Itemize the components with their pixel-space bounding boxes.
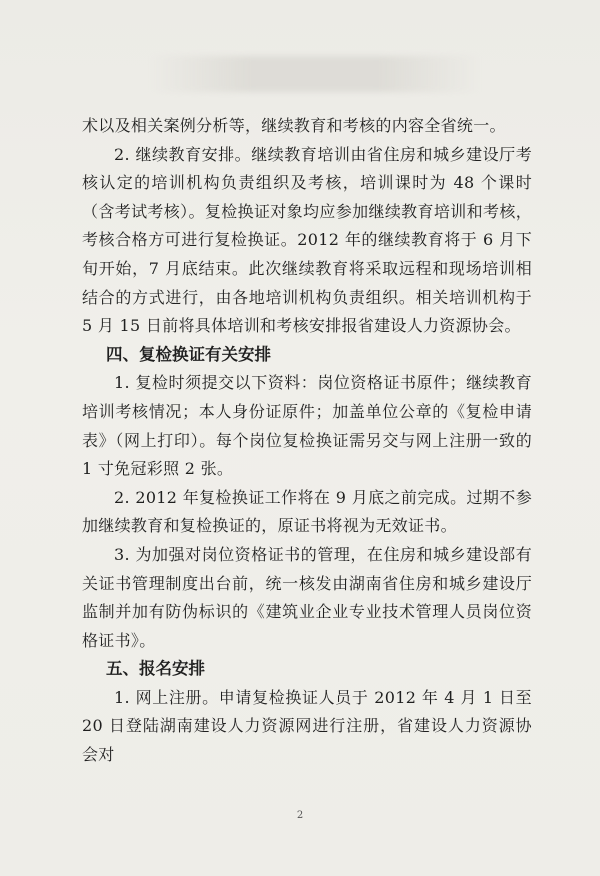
paragraph-online-registration: 1. 网上注册。申请复检换证人员于 2012 年 4 月 1 日至 20 日登陆湖南建设人力资源网进行注册，省建设人力资源协会对 [82, 687, 532, 765]
paragraph-certificate-management: 3. 为加强对岗位资格证书的管理，在住房和城乡建设部有关证书管理制度出台前，统一核发由湖南省住房和城乡建设厅监制并加有防伪标识的《建筑业企业专业技术管理人员岗位资格证书》。 [82, 544, 532, 650]
paragraph-recheck-deadline: 2. 2012 年复检换证工作将在 9 月底之前完成。过期不参加继续教育和复检换证的，原证书将视为无效证书。 [82, 487, 532, 536]
paragraph-continuing-education: 2. 继续教育安排。继续教育培训由省住房和城乡建设厅考核认定的培训机构负责组织及考核，培训课时为 48 个课时（含考试考核）。复检换证对象均应参加继续教育培训和考核，考核合格方可进行复检换证。2012 年的继续教育将于 6 月下旬开始，7 月底结束。此次继续教育将采取远程和现场培训相结合的方式进行，由各地培训机构负责组织。相关培训机构于 5 月 15 日前将具体培训和考核安排报省建设人力资源协会。 [82, 144, 532, 336]
show-through-smudge [150, 56, 480, 92]
document-body [82, 112, 532, 770]
paragraph-continuation: 术以及相关案例分析等，继续教育和考核的内容全省统一。 [82, 116, 506, 135]
section-heading-registration: 五、报名安排 [106, 659, 205, 679]
page-number: 2 [296, 810, 304, 821]
paragraph-recheck-materials: 1. 复检时须提交以下资料：岗位资格证书原件；继续教育培训考核情况；本人身份证原件；加盖单位公章的《复检申请表》（网上打印）。每个岗位复检换证需另交与网上注册一致的 1 寸免冠彩照 2 张。 [82, 373, 532, 479]
section-heading-recheck: 四、复检换证有关安排 [106, 344, 271, 364]
